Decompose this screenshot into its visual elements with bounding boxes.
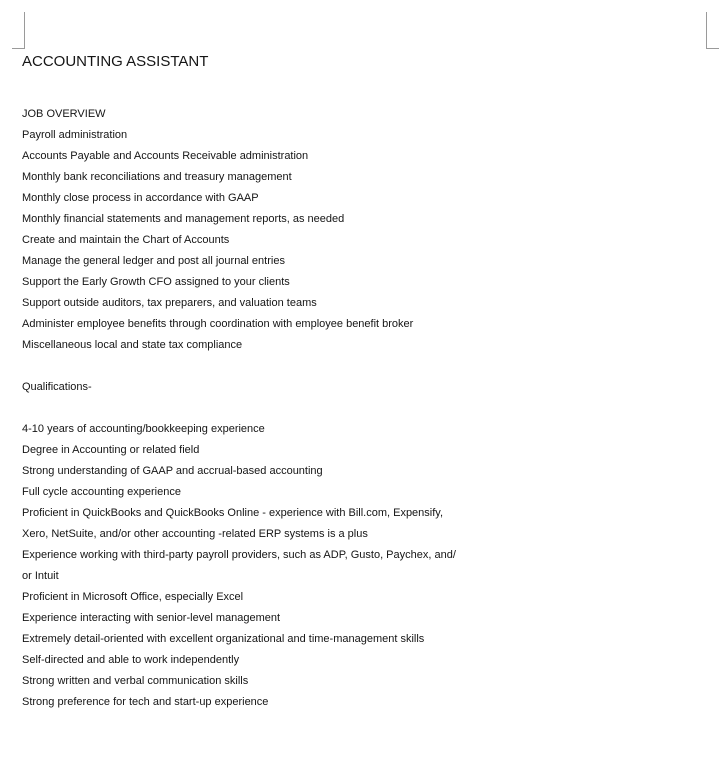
qualification-line: 4-10 years of accounting/bookkeeping experience <box>22 423 265 435</box>
job-overview-item: Create and maintain the Chart of Accounts <box>22 234 230 246</box>
qualification-line: Proficient in Microsoft Office, especially Excel <box>22 591 244 603</box>
job-overview-item: Monthly bank reconciliations and treasury management <box>22 171 292 183</box>
qualifications-heading: Qualifications- <box>22 381 92 393</box>
qualification-line: Degree in Accounting or related field <box>22 444 200 456</box>
qualification-line: Self-directed and able to work independently <box>22 654 240 666</box>
job-overview-item: Support outside auditors, tax preparers, and valuation teams <box>22 297 317 309</box>
qualification-line: or Intuit <box>22 570 59 582</box>
job-overview-item: Payroll administration <box>22 129 128 141</box>
job-overview-item: Administer employee benefits through coordination with employee benefit broker <box>22 318 414 330</box>
qualification-line: Strong preference for tech and start-up experience <box>22 696 269 708</box>
qualifications-list <box>22 419 714 713</box>
job-overview-list <box>22 125 714 356</box>
qualification-line: Strong written and verbal communication skills <box>22 675 249 687</box>
qualification-line: Full cycle accounting experience <box>22 486 181 498</box>
document-page <box>22 50 714 713</box>
job-overview-item: Accounts Payable and Accounts Receivable administration <box>22 150 309 162</box>
job-overview-item: Miscellaneous local and state tax compliance <box>22 339 243 351</box>
job-overview-item: Monthly financial statements and management reports, as needed <box>22 213 345 225</box>
top-right-margin-marker <box>706 12 719 49</box>
qualification-line: Experience interacting with senior-level management <box>22 612 281 624</box>
qualification-line: Xero, NetSuite, and/or other accounting -related ERP systems is a plus <box>22 528 368 540</box>
document-title: ACCOUNTING ASSISTANT <box>22 53 209 70</box>
qualification-line: Extremely detail-oriented with excellent organizational and time-management skills <box>22 633 425 645</box>
job-overview-heading: JOB OVERVIEW <box>22 108 106 120</box>
qualification-line: Strong understanding of GAAP and accrual-based accounting <box>22 465 323 477</box>
job-overview-item: Monthly close process in accordance with GAAP <box>22 192 259 204</box>
job-overview-item: Manage the general ledger and post all journal entries <box>22 255 285 267</box>
job-overview-item: Support the Early Growth CFO assigned to your clients <box>22 276 290 288</box>
qualification-line: Experience working with third-party payroll providers, such as ADP, Gusto, Paychex, and/ <box>22 549 456 561</box>
qualification-line: Proficient in QuickBooks and QuickBooks Online - experience with Bill.com, Expensify, <box>22 507 444 519</box>
top-left-margin-marker <box>12 12 25 49</box>
